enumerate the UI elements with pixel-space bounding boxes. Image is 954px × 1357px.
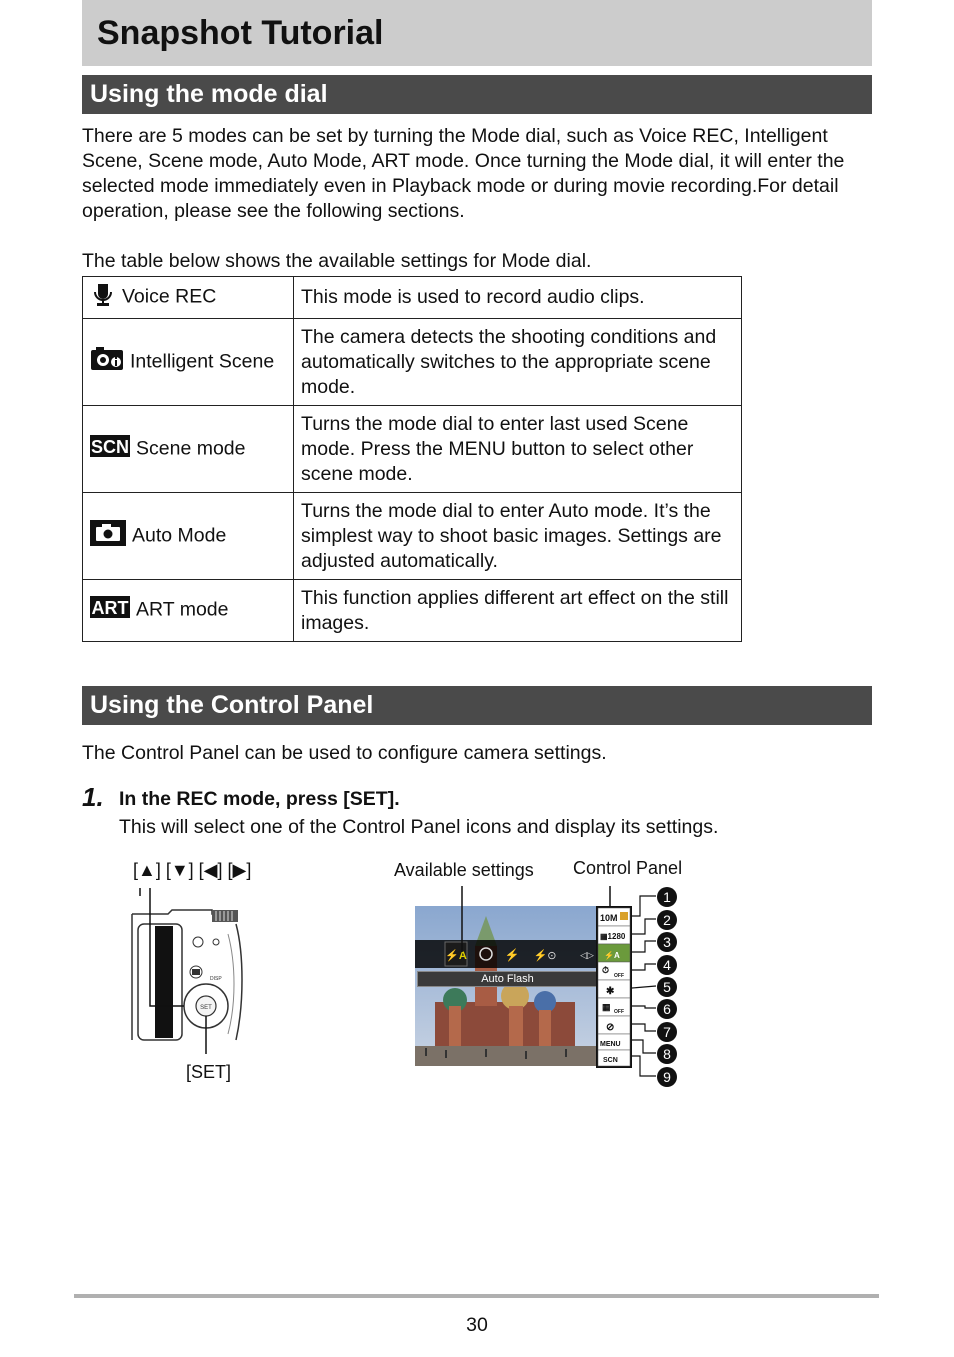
table-row bbox=[83, 277, 742, 319]
callout-digit: 1 bbox=[663, 889, 671, 905]
mode-name: Scene mode bbox=[136, 437, 246, 460]
mode-name: Voice REC bbox=[122, 285, 217, 308]
svg-text:▦1280: ▦1280 bbox=[600, 932, 626, 941]
table-row bbox=[83, 580, 742, 642]
mode-table bbox=[82, 276, 742, 642]
step-title: In the REC mode, press [SET]. bbox=[119, 788, 400, 810]
svg-text:OFF: OFF bbox=[614, 973, 624, 979]
table-row bbox=[83, 406, 742, 493]
page-title: Snapshot Tutorial bbox=[97, 14, 384, 52]
callout-digit: 9 bbox=[663, 1069, 671, 1085]
mode-desc: The camera detects the shooting conditions and automatically switches to the appropriate scene mode. bbox=[294, 319, 742, 406]
control-panel-intro: The Control Panel can be used to configure camera settings. bbox=[82, 742, 607, 764]
mode-name-cell bbox=[83, 493, 294, 580]
callout-digit: 3 bbox=[663, 934, 671, 950]
mode-name: ART mode bbox=[136, 598, 229, 621]
table-row bbox=[83, 493, 742, 580]
table-row bbox=[83, 319, 742, 406]
scn-icon bbox=[90, 435, 130, 464]
available-settings-label: Available settings bbox=[394, 860, 534, 880]
svg-text:ART: ART bbox=[91, 598, 129, 618]
section-heading-control-panel: Using the Control Panel bbox=[90, 691, 374, 719]
svg-text:⚡⊙: ⚡⊙ bbox=[533, 950, 557, 962]
mode-name: Intelligent Scene bbox=[130, 350, 275, 373]
mode-name-cell bbox=[83, 580, 294, 642]
svg-text:⚡A: ⚡A bbox=[604, 951, 620, 960]
svg-text:OFF: OFF bbox=[614, 1009, 624, 1015]
callout-digit: 8 bbox=[663, 1046, 671, 1062]
svg-text:◁▷: ◁▷ bbox=[580, 950, 594, 960]
set-button-label: [SET] bbox=[186, 1062, 232, 1082]
svg-text:⚡A: ⚡A bbox=[445, 950, 467, 962]
svg-text:SCN: SCN bbox=[90, 436, 130, 457]
page-number: 30 bbox=[466, 1314, 488, 1336]
mode-name-cell bbox=[83, 277, 294, 319]
svg-text:⚡: ⚡ bbox=[504, 948, 520, 962]
table-intro: The table below shows the available settings for Mode dial. bbox=[82, 250, 592, 272]
mode-desc: Turns the mode dial to enter Auto mode. It’s the simplest way to shoot basic images. Settings are adjusted automatically. bbox=[294, 493, 742, 580]
svg-text:⏱: ⏱ bbox=[602, 965, 610, 975]
arrow-buttons-label: [▲] [▼] [◀] [▶] bbox=[133, 860, 252, 880]
svg-text:⊘: ⊘ bbox=[606, 1022, 615, 1033]
mode-desc: This function applies different art effect on the still images. bbox=[294, 580, 742, 642]
callout-digit: 7 bbox=[663, 1024, 671, 1040]
callout-digit: 4 bbox=[663, 957, 671, 973]
svg-text:✱: ✱ bbox=[606, 986, 615, 997]
camera-icon bbox=[90, 520, 126, 553]
callout-number bbox=[656, 1066, 678, 1093]
callout-digit: 6 bbox=[663, 1001, 671, 1017]
control-panel-label: Control Panel bbox=[573, 858, 683, 878]
intelligent-scene-icon bbox=[90, 347, 124, 378]
svg-text:MENU: MENU bbox=[600, 1041, 621, 1048]
callout-digit: 5 bbox=[663, 979, 671, 995]
svg-text:10M: 10M bbox=[600, 913, 618, 923]
mode-desc: Turns the mode dial to enter last used Scene mode. Press the MENU button to select other scene mode. bbox=[294, 406, 742, 493]
step-description: This will select one of the Control Panel icons and display its settings. bbox=[119, 816, 719, 838]
mode-name-cell bbox=[83, 319, 294, 406]
svg-text:SET: SET bbox=[200, 1005, 212, 1011]
callout-digit: 2 bbox=[663, 912, 671, 928]
section-heading-mode-dial: Using the mode dial bbox=[90, 80, 328, 108]
microphone-icon bbox=[90, 281, 116, 314]
camera-back-illustration bbox=[128, 884, 248, 1054]
mode-name-cell bbox=[83, 406, 294, 493]
svg-text:DISP: DISP bbox=[210, 976, 222, 982]
mode-desc: This mode is used to record audio clips. bbox=[294, 277, 742, 319]
mode-name: Auto Mode bbox=[132, 524, 227, 547]
step-number: 1. bbox=[82, 782, 104, 812]
svg-text:SCN: SCN bbox=[603, 1057, 618, 1064]
art-icon bbox=[90, 596, 130, 625]
footer-divider bbox=[74, 1294, 879, 1298]
mode-dial-intro: There are 5 modes can be set by turning the Mode dial, such as Voice REC, Intelligent Scene, Scene mode, Auto Mode, ART mode. Once turning the Mode dial, it will enter the selected mode immediately even in Playback mode or during movie recording.For detail operation, please see the following sections. bbox=[82, 125, 845, 222]
svg-text:▦: ▦ bbox=[602, 1002, 611, 1012]
screen-caption: Auto Flash bbox=[417, 971, 598, 987]
